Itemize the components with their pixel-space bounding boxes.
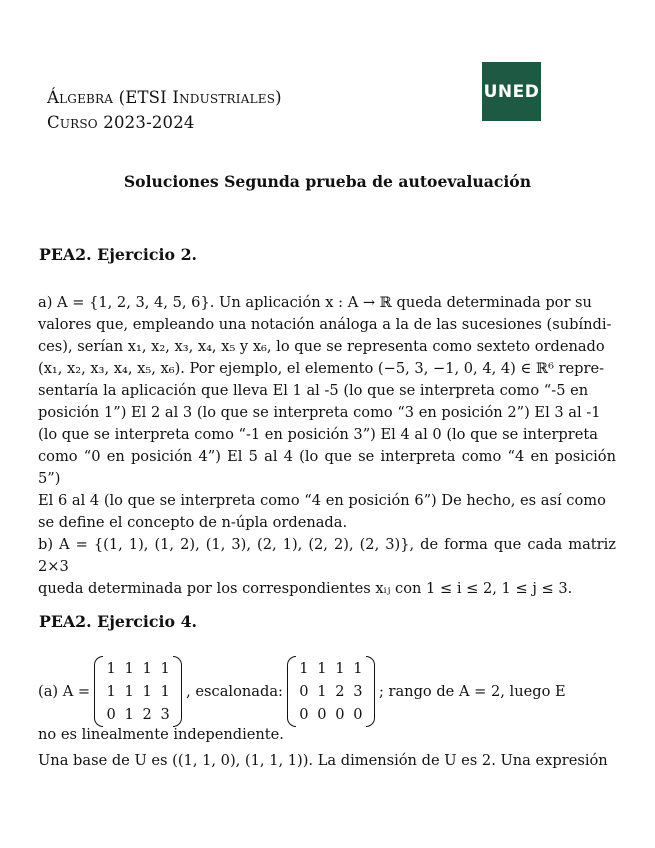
text-line: se define el concepto de n-úpla ordenada. <box>38 514 348 531</box>
ejercicio-4-body <box>38 724 616 772</box>
text-line: (x₁, x₂, x₃, x₄, x₅, x₆). Por ejemplo, el elemento (−5, 3, −1, 0, 4, 4) ∈ ℝ⁶ repre- <box>38 360 605 377</box>
ejercicio-2-body <box>38 292 616 600</box>
matrix-cell: 1 <box>317 660 327 677</box>
text-line: valores que, empleando una notación análoga a la de las sucesiones (subíndi- <box>38 316 612 333</box>
uned-logo-text: UNED <box>483 81 540 102</box>
matrix-cell: 1 <box>160 660 170 677</box>
matrix-cell: 1 <box>106 683 116 700</box>
matrix-cell: 1 <box>160 683 170 700</box>
text-line: ces), serían x₁, x₂, x₃, x₄, x₅ y x₆, lo que se representa como sexteto ordenado <box>38 338 605 355</box>
matrix-cell: 0 <box>317 706 327 723</box>
text-line: El 6 al 4 (lo que se interpreta como “4 en posición 6”) De hecho, es así como <box>38 492 606 509</box>
text-line: posición 1”) El 2 al 3 (lo que se interpreta como “3 en posición 2”) El 3 al -1 <box>38 404 601 421</box>
matrix-cell: 2 <box>335 683 345 700</box>
matrix-cell: 1 <box>353 660 363 677</box>
equation-prefix: (a) A = <box>38 683 91 700</box>
section-heading-ejercicio-4: PEA2. Ejercicio 4. <box>39 612 198 631</box>
uned-logo <box>482 62 541 121</box>
matrix-cell: 1 <box>142 660 152 677</box>
matrix-a <box>94 656 182 727</box>
matrix-cell: 3 <box>353 683 363 700</box>
matrix-cell: 2 <box>142 706 152 723</box>
matrix-cell: 1 <box>124 683 134 700</box>
matrix-b <box>287 656 375 727</box>
text-line: sentaría la aplicación que lleva El 1 al -5 (lo que se interpreta como “-5 en <box>38 382 589 399</box>
text-line: Una base de U es ((1, 1, 0), (1, 1, 1)). La dimensión de U es 2. Una expresión <box>38 752 608 769</box>
matrix-cell: 3 <box>160 706 170 723</box>
text-line: a) A = {1, 2, 3, 4, 5, 6}. Un aplicación x : A → ℝ queda determinada por su <box>38 294 592 311</box>
matrix-cell: 1 <box>317 683 327 700</box>
course-title: Álgebra (ETSI Industriales) <box>47 88 282 107</box>
equation-suffix: ; rango de A = 2, luego E <box>378 683 566 700</box>
matrix-cell: 1 <box>106 660 116 677</box>
text-line: como “0 en posición 4”) El 5 al 4 (lo que se interpreta como “4 en posición 5”) <box>38 448 616 487</box>
matrix-cell: 0 <box>335 706 345 723</box>
matrix-cell: 0 <box>353 706 363 723</box>
matrix-equation <box>38 656 566 727</box>
section-heading-ejercicio-2: PEA2. Ejercicio 2. <box>39 245 198 264</box>
text-line: (lo que se interpreta como “-1 en posición 3”) El 4 al 0 (lo que se interpreta <box>38 426 598 443</box>
matrix-cell: 1 <box>335 660 345 677</box>
matrix-cell: 0 <box>106 706 116 723</box>
document-title: Soluciones Segunda prueba de autoevaluación <box>123 172 532 191</box>
matrix-cell: 0 <box>299 706 309 723</box>
equation-middle: , escalonada: <box>186 683 283 700</box>
matrix-cell: 0 <box>299 683 309 700</box>
matrix-cell: 1 <box>124 660 134 677</box>
text-line: queda determinada por los correspondientes xᵢⱼ con 1 ≤ i ≤ 2, 1 ≤ j ≤ 3. <box>38 580 573 597</box>
matrix-cell: 1 <box>142 683 152 700</box>
matrix-cell: 1 <box>124 706 134 723</box>
text-line: b) A = {(1, 1), (1, 2), (1, 3), (2, 1), (2, 2), (2, 3)}, de forma que cada matriz 2×3 <box>38 536 616 575</box>
text-line: no es linealmente independiente. <box>38 726 284 743</box>
matrix-cell: 1 <box>299 660 309 677</box>
course-year: Curso 2023-2024 <box>47 113 195 132</box>
